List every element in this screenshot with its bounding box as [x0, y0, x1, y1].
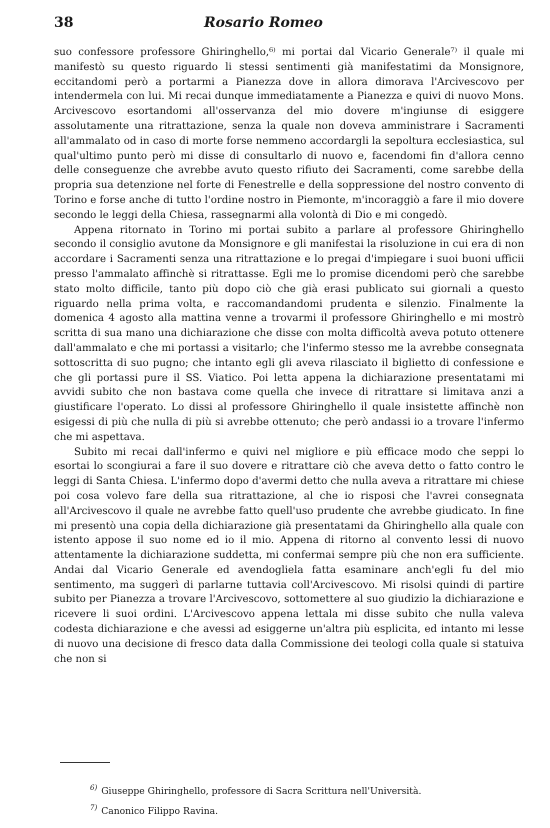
paragraph-2: Appena ritornato in Torino mi portai subito a parlare al professore Ghiringhello secondo il consiglio avutone da Monsignore e gli manifestai la risoluzione in cui era di non accordare i Sacramenti senza una ritrattazione e lo pregai d'impiegare i suoi buoni ufficii presso l'ammalato affinchè si ritrattasse. Egli me lo promise dicendomi però che sarebbe stato molto difficile, tanto più dopo ciò che già erasi publicato sui giornali a questo riguardo nella prima volta, e raccomandandomi prudenta e silenzio. Finalmente la domenica 4 agosto alla mattina venne a trovarmi il professore Ghiringhello e mi mostrò scritta di sua mano una dichiarazione che disse con molta difficoltà aveva potuto ottenere dall'ammalato e che mi portassi a visitarlo; che l'infermo stesso me la avrebbe consegnata sottoscritta di suo pugno; che intanto egli gli aveva rilasciato il biglietto di confessione e che gli portassi pure il SS. Viatico. Poi letta appena la dichiarazione presentatami mi avvidi subito che non bastava come quella che invece di ritrattare si limitava anzi a giustificare l'operato. Lo dissi al professore Ghiringhello il quale insistette affinchè non esigessi di più che nulla di più si avrebbe ottenuto; che però andassi io a trovare l'infermo che mi aspettava.	[54, 224, 524, 443]
main-text	[54, 46, 524, 667]
footnote-text: Giuseppe Ghiringhello, professore di Sacra Scrittura nell'Università.	[101, 786, 422, 798]
page-number: 38	[54, 15, 74, 31]
footnote-mark: 6)	[90, 784, 98, 792]
paragraph-1: suo confessore professore Ghiringhello,⁶⁾ mi portai dal Vicario Generale⁷⁾ il quale mi manifestò su questo riguardo li stessi sentimenti già manifestatimi da Monsignore, eccitandomi però a portarmi a Pianezza dove in allora dimorava l'Arcivescovo per intendermela con lui. Mi recai dunque immediatamente a Pianezza e quivi di nuovo Mons. Arcivescovo esortandomi all'osservanza del mio dovere m'ingiunse di esiggere assolutamente una ritrattazione, senza la quale non doveva amministrare i Sacramenti all'ammalato od in caso di morte forse nemmeno accordargli la sepoltura ecclesiastica, sul qual'ultimo punto però mi disse di consultarlo di nuovo e, facendomi fin d'allora cenno delle conseguenze che avrebbe avuto questo rifiuto dei Sacramenti, come sarebbe della propria sua detenzione nel forte di Fenestrelle e della soppressione del nostro convento di Torino e forse anche di tutto l'ordine nostro in Piemonte, m'incoraggiò a fare il mio dovere secondo le leggi della Chiesa, rassegnarmi alla volontà di Dio e mi congedò.	[54, 47, 524, 221]
running-title: Rosario Romeo	[204, 15, 323, 31]
footnote-mark: 7)	[90, 804, 98, 813]
footnotes	[90, 780, 510, 820]
footnote-7	[90, 800, 510, 820]
page-header	[54, 15, 524, 35]
footnote-text: Canonico Filippo Ravina.	[101, 806, 219, 818]
paragraph-3: Subito mi recai dall'infermo e quivi nel migliore e più efficace modo che seppi lo esortai lo scongiurai a fare il suo dovere e ritrattare ciò che aveva detto o fatto contro le leggi di Santa Chiesa. L'infermo dopo d'avermi detto che nulla aveva a ritrattare mi chiese poi cosa volevo fare della sua ritrattazione, al che io risposi che l'avrei consegnata all'Arcivescovo il quale ne avrebbe fatto quell'uso prudente che avrebbe giudicato. In fine mi presentò una copia della dichiarazione già presentatami da Ghiringhello alla quale con istento appose il suo nome ed io il mio. Appena di ritorno al convento lessi di nuovo attentamente la dichiarazione suddetta, mi confermai sempre più che non era sufficiente. Andai dal Vicario Generale ed avendogliela fatta esaminare anch'egli fu del mio sentimento, ma suggerì di parlarne tuttavia coll'Arcivescovo. Mi risolsi quindi di partire subito per Pianezza a trovare l'Arcivescovo, sottomettere al suo giudizio la dichiarazione e ricevere li suoi ordini. L'Arcivescovo appena lettala mi disse subito che nulla valeva codesta dichiarazione e che avessi ad esiggerne un'altra più esplicita, ed intanto mi lesse di nuovo una decisione di fresco data dalla Commissione dei teologi colla quale si statuiva che non si	[54, 446, 524, 665]
footnote-separator	[60, 762, 110, 763]
footnote-6	[90, 780, 510, 800]
